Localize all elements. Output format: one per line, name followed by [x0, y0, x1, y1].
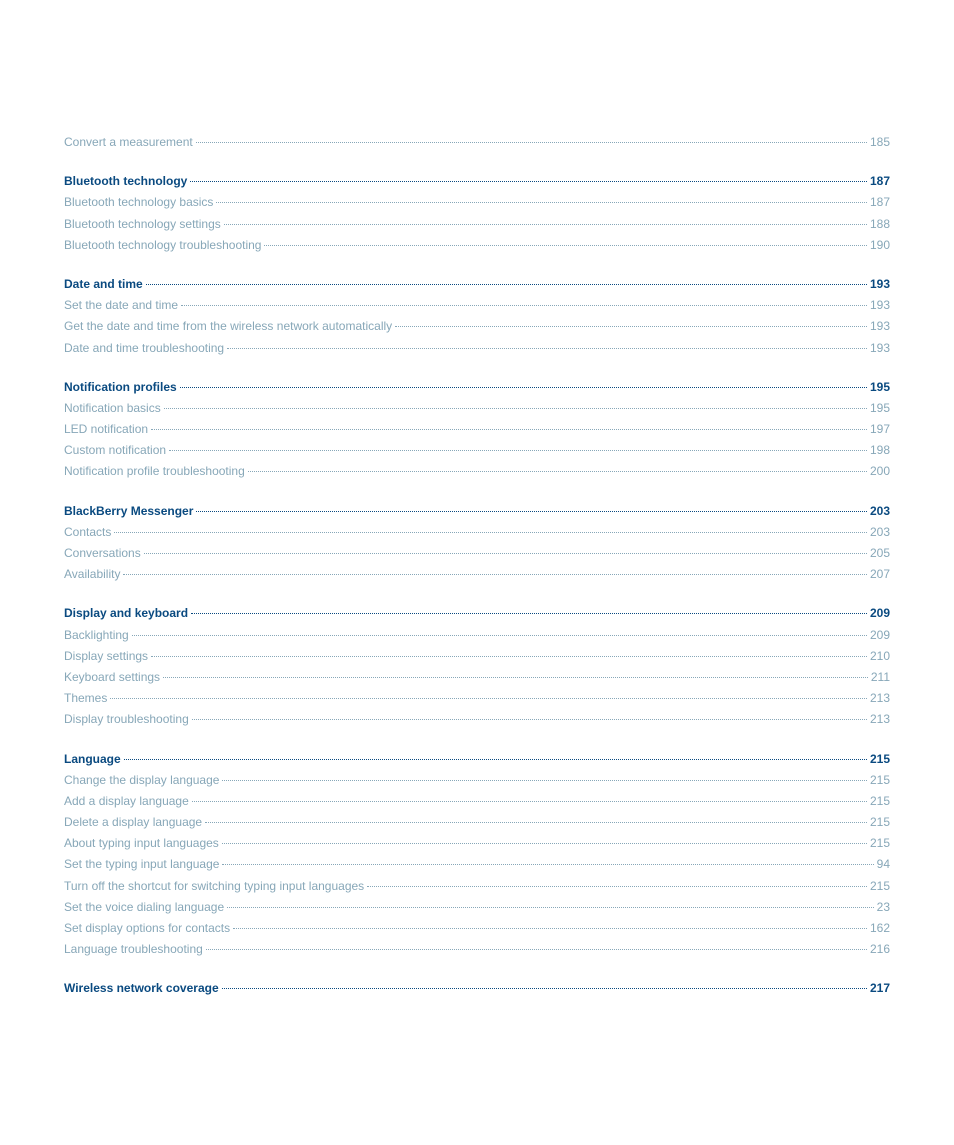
toc-page-number: 193 — [870, 316, 890, 337]
toc-entry[interactable] — [64, 295, 890, 316]
toc-page-number: 195 — [870, 398, 890, 419]
toc-entry-title: Conversations — [64, 543, 141, 564]
dot-leader — [248, 471, 867, 472]
toc-page-number: 216 — [870, 939, 890, 960]
toc-page-number: 209 — [870, 603, 890, 624]
toc-entry[interactable] — [64, 461, 890, 482]
dot-leader — [216, 202, 867, 203]
toc-entry[interactable] — [64, 338, 890, 359]
section-spacer — [64, 483, 890, 501]
dot-leader — [192, 801, 867, 802]
section-spacer — [64, 585, 890, 603]
toc-page-number: 23 — [877, 897, 890, 918]
section-spacer — [64, 960, 890, 978]
toc-entry-title: Date and time — [64, 274, 143, 295]
toc-entry[interactable] — [64, 564, 890, 585]
toc-section-heading[interactable] — [64, 749, 890, 770]
dot-leader — [181, 305, 867, 306]
toc-entry-title: Date and time troubleshooting — [64, 338, 224, 359]
toc-entry-title: Notification profile troubleshooting — [64, 461, 245, 482]
toc-page-number: 198 — [870, 440, 890, 461]
dot-leader — [227, 348, 867, 349]
toc-page-number: 215 — [870, 812, 890, 833]
toc-page-number: 162 — [870, 918, 890, 939]
dot-leader — [163, 677, 868, 678]
toc-entry-title: BlackBerry Messenger — [64, 501, 193, 522]
toc-entry-title: Custom notification — [64, 440, 166, 461]
toc-page-number: 185 — [870, 132, 890, 153]
dot-leader — [164, 408, 867, 409]
section-spacer — [64, 153, 890, 171]
dot-leader — [196, 511, 867, 512]
toc-page-number: 211 — [871, 667, 890, 688]
toc-section-heading[interactable] — [64, 603, 890, 624]
toc-entry[interactable] — [64, 791, 890, 812]
toc-page-number: 215 — [870, 791, 890, 812]
dot-leader — [124, 759, 867, 760]
toc-entry-title: Themes — [64, 688, 107, 709]
toc-entry-title: Bluetooth technology basics — [64, 192, 213, 213]
dot-leader — [169, 450, 867, 451]
toc-entry-title: Backlighting — [64, 625, 129, 646]
toc-page-number: 209 — [870, 625, 890, 646]
toc-section-heading[interactable] — [64, 978, 890, 999]
toc-entry-title: Set the date and time — [64, 295, 178, 316]
dot-leader — [222, 780, 867, 781]
dot-leader — [114, 532, 867, 533]
dot-leader — [191, 613, 867, 614]
toc-entry-title: Notification basics — [64, 398, 161, 419]
toc-page-number: 203 — [870, 522, 890, 543]
dot-leader — [224, 224, 867, 225]
toc-entry-title: Wireless network coverage — [64, 978, 219, 999]
toc-page-number: 193 — [870, 274, 890, 295]
toc-section-heading[interactable] — [64, 501, 890, 522]
toc-page-number: 193 — [870, 338, 890, 359]
dot-leader — [205, 822, 867, 823]
dot-leader — [196, 142, 867, 143]
toc-entry[interactable] — [64, 235, 890, 256]
dot-leader — [151, 656, 867, 657]
toc-page-number: 187 — [870, 171, 890, 192]
toc-entry-title: Delete a display language — [64, 812, 202, 833]
toc-entry-title: Language — [64, 749, 121, 770]
toc-entry-title: Display settings — [64, 646, 148, 667]
toc-entry[interactable] — [64, 897, 890, 918]
dot-leader — [180, 387, 867, 388]
dot-leader — [367, 886, 867, 887]
toc-entry-title: Notification profiles — [64, 377, 177, 398]
toc-page-number: 215 — [870, 876, 890, 897]
toc-entry-title: Add a display language — [64, 791, 189, 812]
toc-entry-title: Language troubleshooting — [64, 939, 203, 960]
toc-entry[interactable] — [64, 625, 890, 646]
toc-entry-title: Get the date and time from the wireless network automatically — [64, 316, 392, 337]
dot-leader — [144, 553, 867, 554]
toc-page-number: 200 — [870, 461, 890, 482]
dot-leader — [222, 864, 873, 865]
toc-page-number: 193 — [870, 295, 890, 316]
toc-page-number: 190 — [870, 235, 890, 256]
dot-leader — [222, 988, 867, 989]
toc-entry[interactable] — [64, 770, 890, 791]
toc-entry[interactable] — [64, 398, 890, 419]
toc-page-number: 188 — [870, 214, 890, 235]
dot-leader — [192, 719, 867, 720]
dot-leader — [233, 928, 867, 929]
toc-entry[interactable] — [64, 667, 890, 688]
toc-section-heading[interactable] — [64, 377, 890, 398]
toc-entry-title: Contacts — [64, 522, 111, 543]
toc-page-number: 215 — [870, 749, 890, 770]
toc-entry-title: Bluetooth technology — [64, 171, 187, 192]
toc-entry-title: Set display options for contacts — [64, 918, 230, 939]
toc-entry[interactable] — [64, 522, 890, 543]
toc-page-number: 217 — [870, 978, 890, 999]
toc-entry[interactable] — [64, 214, 890, 235]
dot-leader — [132, 635, 867, 636]
toc-entry[interactable] — [64, 854, 890, 875]
toc-page-number: 197 — [870, 419, 890, 440]
toc-page-number: 94 — [877, 854, 890, 875]
toc-page-number: 213 — [870, 709, 890, 730]
toc-entry[interactable] — [64, 192, 890, 213]
toc-entry-title: Display troubleshooting — [64, 709, 189, 730]
toc-entry-title: Set the typing input language — [64, 854, 219, 875]
toc-entry[interactable] — [64, 646, 890, 667]
toc-entry[interactable] — [64, 709, 890, 730]
toc-entry-title: About typing input languages — [64, 833, 219, 854]
toc-page-number: 203 — [870, 501, 890, 522]
section-spacer — [64, 256, 890, 274]
dot-leader — [395, 326, 867, 327]
toc-entry[interactable] — [64, 812, 890, 833]
toc-entry[interactable] — [64, 132, 890, 153]
toc-entry[interactable] — [64, 316, 890, 337]
dot-leader — [123, 574, 866, 575]
toc-entry-title: Turn off the shortcut for switching typing input languages — [64, 876, 364, 897]
toc-page-number: 215 — [870, 833, 890, 854]
toc-section-heading[interactable] — [64, 171, 890, 192]
toc-entry[interactable] — [64, 939, 890, 960]
section-spacer — [64, 359, 890, 377]
toc-page-number: 213 — [870, 688, 890, 709]
dot-leader — [146, 284, 867, 285]
toc-entry-title: LED notification — [64, 419, 148, 440]
toc-entry-title: Keyboard settings — [64, 667, 160, 688]
toc-entry-title: Set the voice dialing language — [64, 897, 224, 918]
dot-leader — [222, 843, 867, 844]
toc-entry-title: Availability — [64, 564, 120, 585]
toc-entry[interactable] — [64, 543, 890, 564]
toc-entry-title: Bluetooth technology troubleshooting — [64, 235, 261, 256]
toc-page-number: 210 — [870, 646, 890, 667]
toc-entry[interactable] — [64, 833, 890, 854]
toc-entry[interactable] — [64, 876, 890, 897]
toc-entry[interactable] — [64, 688, 890, 709]
dot-leader — [206, 949, 867, 950]
dot-leader — [190, 181, 867, 182]
toc-page-number: 187 — [870, 192, 890, 213]
toc-page-number: 195 — [870, 377, 890, 398]
toc-entry-title: Change the display language — [64, 770, 219, 791]
toc-entry[interactable] — [64, 419, 890, 440]
toc-entry-title: Display and keyboard — [64, 603, 188, 624]
dot-leader — [151, 429, 867, 430]
section-spacer — [64, 731, 890, 749]
toc-entry[interactable] — [64, 918, 890, 939]
toc-page-number: 207 — [870, 564, 890, 585]
toc-entry-title: Convert a measurement — [64, 132, 193, 153]
toc-entry[interactable] — [64, 440, 890, 461]
toc-page-number: 205 — [870, 543, 890, 564]
table-of-contents — [64, 132, 890, 1000]
toc-entry-title: Bluetooth technology settings — [64, 214, 221, 235]
toc-page-number: 215 — [870, 770, 890, 791]
dot-leader — [264, 245, 866, 246]
dot-leader — [227, 907, 874, 908]
dot-leader — [110, 698, 867, 699]
toc-section-heading[interactable] — [64, 274, 890, 295]
